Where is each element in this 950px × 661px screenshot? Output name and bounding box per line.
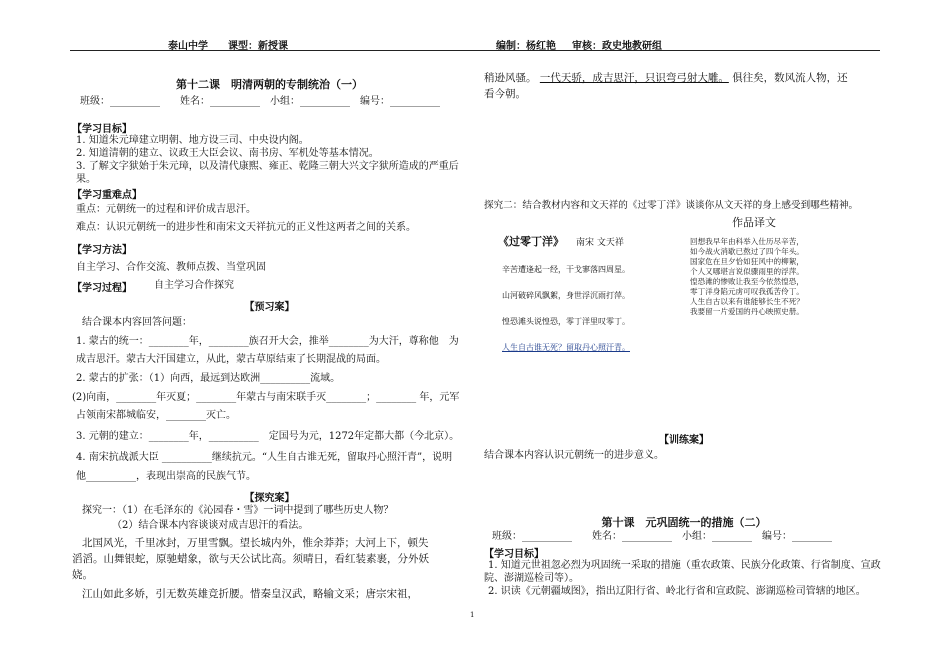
explore-2: 探究二：结合教材内容和文天祥的《过零丁洋》谈谈你从文天祥的身上感受到哪些精神。 bbox=[484, 200, 859, 211]
poem-cont-line-1 bbox=[484, 72, 848, 85]
poem-author: 南宋 文天祥 bbox=[576, 238, 624, 248]
goals2-heading: 【学习目标】 bbox=[484, 549, 544, 560]
goal-3-cont: 果。 bbox=[76, 174, 96, 185]
question-4b: 他__________，表现出崇高的民族气节。 bbox=[76, 471, 256, 482]
difficulty-text: 难点：认识元朝统一的进步性和南宋文天祥抗元的正义性这两者之间的关系。 bbox=[76, 222, 416, 233]
preview-heading: 【预习案】 bbox=[244, 302, 295, 313]
translation-line-7: 人生自古以来有谁能够长生不死？ bbox=[690, 297, 804, 306]
goal-2: 2. 知道清朝的建立、议政王大臣会议、南书房、军机处等基本情况。 bbox=[76, 148, 379, 159]
poem-figure bbox=[490, 231, 880, 356]
qinyuanchun-line-2: 滔滔。山舞银蛇，原驰蜡象，欲与天公试比高。须晴日，看红装素裹，分外妖 bbox=[72, 553, 429, 565]
goals2-line-3: 2. 识读《元朝疆域图》，指出辽阳行省、岭北行省和宣政院、澎湖巡检司管辖的地区。 bbox=[488, 586, 866, 597]
method-heading: 【学习方法】 bbox=[72, 245, 132, 256]
goals-heading: 【学习目标】 bbox=[72, 124, 132, 135]
lesson2-title: 第十课 元巩固统一的措施（二） bbox=[601, 516, 767, 529]
header-rule bbox=[70, 50, 880, 51]
process-heading: 【学习过程】 bbox=[72, 283, 132, 294]
translation-title: 作品译文 bbox=[732, 216, 776, 229]
keypoint-text: 重点：元朝统一的过程和评价成吉思汗。 bbox=[76, 204, 256, 215]
question-2c: 占领南宋都城临安，________灭亡。 bbox=[76, 410, 236, 421]
poem-cont-highlight: 一代天骄，成吉思汗，只识弯弓射大雕。 bbox=[539, 72, 729, 84]
header-editor: 编制：杨红艳 bbox=[496, 41, 556, 52]
question-1b: 成吉思汗。蒙古大汗国建立，从此，蒙古草原结束了长期混战的局面。 bbox=[76, 354, 386, 365]
page-number: 1 bbox=[470, 611, 475, 619]
poem-line-2: 山河破碎风飘絮，身世浮沉雨打萍。 bbox=[502, 291, 630, 300]
goals2-line-1: 1. 知道元世祖忽必烈为巩固统一采取的措施（重农政策、民族分化政策、行省制度、宣政 bbox=[488, 560, 881, 571]
poem-cont-line-2: 看今朝。 bbox=[484, 88, 526, 100]
training-heading: 【训练案】 bbox=[659, 435, 709, 446]
process-text: 自主学习合作探究 bbox=[154, 280, 234, 291]
question-1a: 1. 蒙古的统一：________年，________族召开大会，推举________为大汗，尊称他 为 bbox=[76, 336, 459, 347]
training-text: 结合课本内容认识元朝统一的进步意义。 bbox=[484, 450, 664, 461]
translation-line-6: 零丁洋身陷元虏可叹我孤苦伶丁。 bbox=[690, 287, 804, 296]
header-lesson-type: 课型：新授课 bbox=[228, 41, 288, 52]
preview-intro: 结合课本内容回答问题： bbox=[82, 317, 192, 328]
translation-line-2: 如今战火消歇已熬过了四个年头。 bbox=[690, 247, 804, 256]
poem-line-1: 辛苦遭逢起一经，干戈寥落四周星。 bbox=[502, 265, 630, 274]
poem-line-4-link[interactable]: 人生自古谁无死？留取丹心照汗青。 bbox=[502, 343, 630, 352]
lesson2-fields: 班级：__________ 姓名：__________ 小组：________ 编号：________ bbox=[492, 531, 832, 542]
poem-cont-c: 俱往矣，数风流人物，还 bbox=[732, 72, 848, 84]
explore-heading: 【探究案】 bbox=[244, 493, 295, 504]
question-4a: 4. 南宋抗战派大臣 __________继续抗元。“人生自古谁无死，留取丹心照汗青”，说明 bbox=[76, 452, 453, 463]
qinyuanchun-line-4: 江山如此多娇，引无数英雄竞折腰。惜秦皇汉武，略输文采；唐宗宋祖， bbox=[82, 588, 418, 600]
explore-1a: 探究一：（1）在毛泽东的《沁园春・雪》一词中提到了哪些历史人物？ bbox=[82, 505, 394, 516]
translation-line-4: 个人又哪堪言说似骤雨里的浮萍。 bbox=[690, 267, 804, 276]
translation-line-3: 国家危在旦夕恰如狂风中的柳絮， bbox=[690, 257, 804, 266]
method-text: 自主学习、合作交流、教师点拨、当堂巩固 bbox=[76, 262, 266, 273]
lesson-title: 第十二课 明清两朝的专制统治（一） bbox=[176, 78, 363, 91]
goal-1: 1. 知道朱元璋建立明朝、地方设三司、中央设内阁。 bbox=[76, 135, 309, 146]
poem-line-3: 惶恐滩头说惶恐，零丁洋里叹零丁。 bbox=[502, 317, 630, 326]
poem-cont-a: 稍逊风骚。 bbox=[484, 72, 537, 84]
qinyuanchun-line-1: 北国风光，千里冰封，万里雪飘。望长城内外，惟余莽莽；大河上下，顿失 bbox=[82, 537, 429, 549]
goals2-line-2: 院、澎湖巡检司等）。 bbox=[484, 573, 579, 584]
question-3: 3. 元朝的建立：________年，__________ 定国号为元，1272年定都大都（今北京）。 bbox=[76, 431, 460, 442]
explore-1b: （2）结合课本内容谈谈对成吉思汗的看法。 bbox=[112, 520, 309, 531]
student-fields: 班级：__________ 姓名：__________ 小组：__________ 编号：__________ bbox=[80, 96, 440, 107]
keypoints-heading: 【学习重难点】 bbox=[72, 190, 142, 201]
header-reviewer: 审核：政史地教研组 bbox=[572, 41, 662, 52]
header-school: 泰山中学 bbox=[168, 41, 208, 52]
question-2b: (2)向南，________年灭夏；________年蒙古与南宋联手灭________；________ 年，元军 bbox=[72, 392, 460, 403]
translation-line-5: 惶恐滩的惨败让我至今依然惶恐， bbox=[690, 277, 804, 286]
qinyuanchun-line-3: 娆。 bbox=[72, 569, 93, 581]
translation-line-8: 我要留一片爱国的丹心映照史册。 bbox=[690, 307, 804, 316]
goal-3: 3. 了解文字狱始于朱元璋，以及清代康熙、雍正、乾隆三朝大兴文字狱所造成的严重后 bbox=[76, 161, 459, 172]
question-2a: 2. 蒙古的扩张：（1）向西，最远到达欧洲__________流域。 bbox=[76, 373, 341, 384]
translation-line-1: 回想我早年由科举入仕历尽辛苦， bbox=[690, 237, 804, 246]
poem-title: 《过零丁洋》 bbox=[498, 235, 564, 248]
